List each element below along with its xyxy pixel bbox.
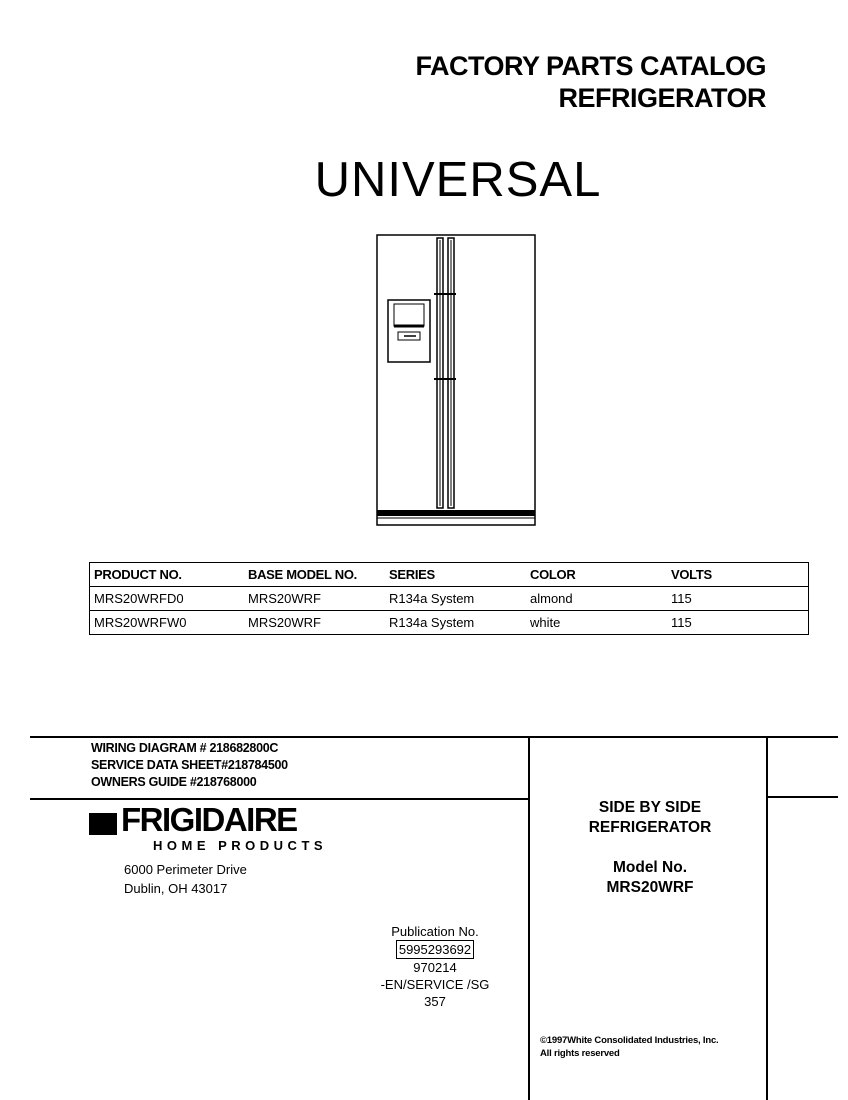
owners-guide-ref: OWNERS GUIDE #218768000 <box>91 775 257 789</box>
cell-series: R134a System <box>385 587 526 611</box>
box-line-left <box>528 736 530 1100</box>
address-line-2: Dublin, OH 43017 <box>124 881 228 896</box>
company-address <box>124 860 247 898</box>
publication-date: 970214 <box>413 960 457 975</box>
logo-subtitle: HOME PRODUCTS <box>153 838 328 853</box>
publication-page: 357 <box>424 994 446 1009</box>
publication-number: 5995293692 <box>396 940 474 959</box>
table-row <box>90 611 809 635</box>
product-type-line-2: REFRIGERATOR <box>588 819 712 836</box>
column-header-base-model-no: BASE MODEL NO. <box>244 563 385 587</box>
cell-product-no: MRS20WRFD0 <box>90 587 245 611</box>
divider-left <box>30 798 528 800</box>
table-row <box>90 587 809 611</box>
cell-product-no: MRS20WRFW0 <box>90 611 245 635</box>
column-header-color: COLOR <box>526 563 667 587</box>
divider-top <box>30 736 838 738</box>
copyright-line-1: ©1997White Consolidated Industries, Inc. <box>540 1035 719 1046</box>
cell-volts: 115 <box>667 587 809 611</box>
cell-color: white <box>526 611 667 635</box>
refrigerator-illustration <box>376 234 536 526</box>
document-references <box>91 740 288 791</box>
wiring-diagram-ref: WIRING DIAGRAM # 218682800C <box>91 741 279 755</box>
publication-code: -EN/SERVICE /SG <box>380 977 490 992</box>
cell-base-model-no: MRS20WRF <box>244 611 385 635</box>
cell-volts: 115 <box>667 611 809 635</box>
cell-series: R134a System <box>385 611 526 635</box>
logo-wordmark: FRIGIDAIRE <box>121 801 297 838</box>
address-line-1: 6000 Perimeter Drive <box>124 862 247 877</box>
column-header-product-no: PRODUCT NO. <box>90 563 245 587</box>
publication-label: Publication No. <box>391 924 479 939</box>
catalog-title: FACTORY PARTS CATALOG <box>415 51 766 81</box>
model-label: Model No. <box>612 859 688 876</box>
copyright-line-2: All rights reserved <box>540 1048 620 1059</box>
product-type-line-1: SIDE BY SIDE <box>598 799 702 816</box>
service-data-sheet-ref: SERVICE DATA SHEET#218784500 <box>91 758 288 772</box>
catalog-subtitle: REFRIGERATOR <box>558 83 766 113</box>
model-value: MRS20WRF <box>606 879 694 896</box>
divider-right-short <box>768 796 838 798</box>
column-header-volts: VOLTS <box>667 563 809 587</box>
brand-heading: UNIVERSAL <box>314 153 602 207</box>
table-header-row <box>90 563 809 587</box>
product-type <box>550 798 750 838</box>
cell-color: almond <box>526 587 667 611</box>
parts-table <box>89 562 809 635</box>
box-line-right <box>766 736 768 1100</box>
model-number <box>550 858 750 898</box>
logo-mark <box>89 813 117 835</box>
publication-info <box>360 923 510 1010</box>
copyright-notice <box>540 1034 718 1060</box>
cell-base-model-no: MRS20WRF <box>244 587 385 611</box>
column-header-series: SERIES <box>385 563 526 587</box>
